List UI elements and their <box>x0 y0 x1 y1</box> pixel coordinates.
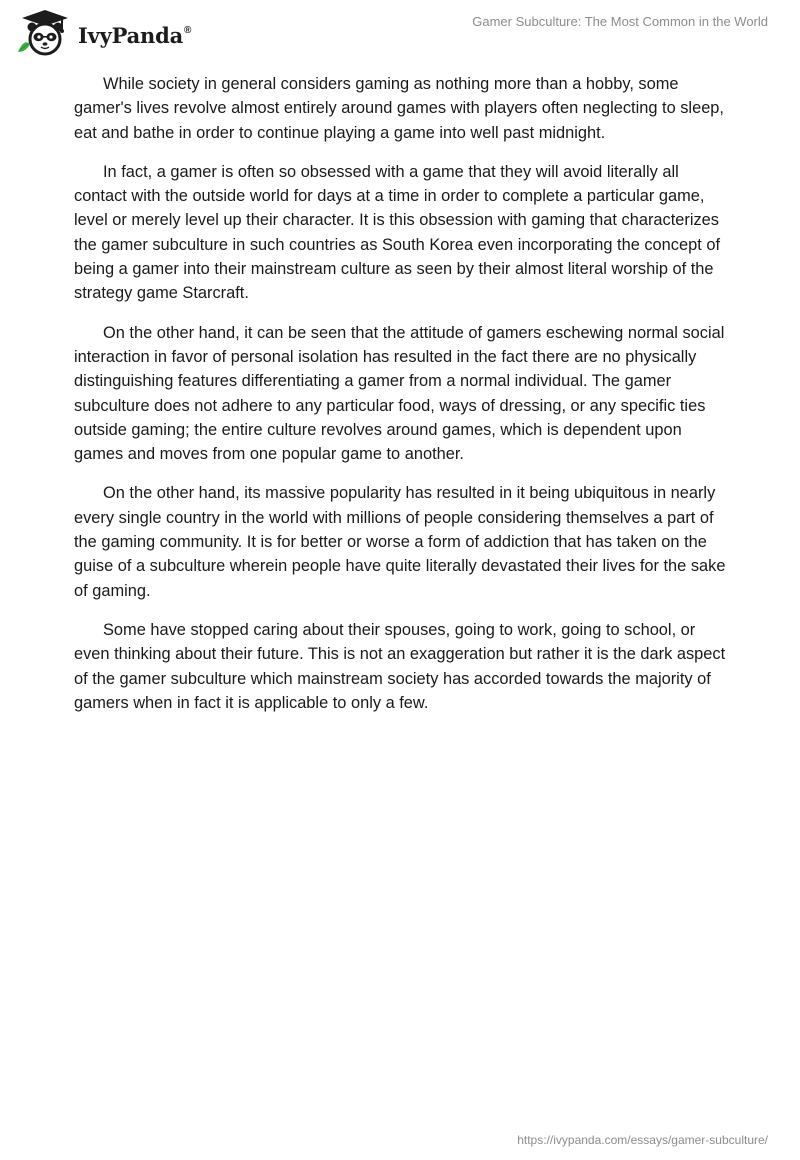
essay-paragraph: While society in general considers gaming as nothing more than a hobby, some gamer's lives revolve almost entirely around games with players often neglecting to sleep, eat and bathe in order to continue playing a game into well past midnight. <box>74 75 724 142</box>
logo-text: IvyPanda <box>78 22 184 48</box>
document-title: Gamer Subculture: The Most Common in the World <box>472 14 768 29</box>
essay-paragraph: Some have stopped caring about their spouses, going to work, going to school, or even thinking about their future. This is not an exaggeration but rather it is the dark aspect of the gamer subculture which mainstream society has accorded towards the majority of gamers when in fact it is applicable to only a few. <box>74 620 726 712</box>
essay-paragraph: In fact, a gamer is often so obsessed with a game that they will avoid literally all contact with the outside world for days at a time in order to complete a particular game, level or merely level up their character. It is this obsession with gaming that characterizes the gamer subculture in such countries as South Korea even incorporating the concept of being a gamer into their mainstream culture as seen by their almost literal worship of the strategy game Starcraft. <box>74 162 720 303</box>
registered-mark: ® <box>184 24 192 36</box>
essay-paragraph: On the other hand, its massive popularity has resulted in it being ubiquitous in nearly every single country in the world with millions of people considering themselves a part of the gaming community. It is for better or worse a form of addiction that has taken on the guise of a subculture wherein people have quite literally devastated their lives for the sake of gaming. <box>74 484 726 600</box>
source-url-link[interactable]: https://ivypanda.com/essays/gamer-subculture/ <box>517 1133 768 1147</box>
logo-wordmark <box>78 23 191 48</box>
essay-body <box>74 72 734 730</box>
panda-graduate-icon <box>14 8 76 58</box>
ivypanda-logo[interactable] <box>14 8 191 58</box>
page-header <box>0 0 800 60</box>
essay-paragraph: On the other hand, it can be seen that the attitude of gamers eschewing normal social interaction in favor of personal isolation has resulted in the fact there are no physically distinguishing features differentiating a gamer from a normal individual. The gamer subculture does not adhere to any particular food, ways of dressing, or any specific ties outside gaming; the entire culture revolves around games, which is dependent upon games and moves from one popular game to another. <box>74 323 725 464</box>
